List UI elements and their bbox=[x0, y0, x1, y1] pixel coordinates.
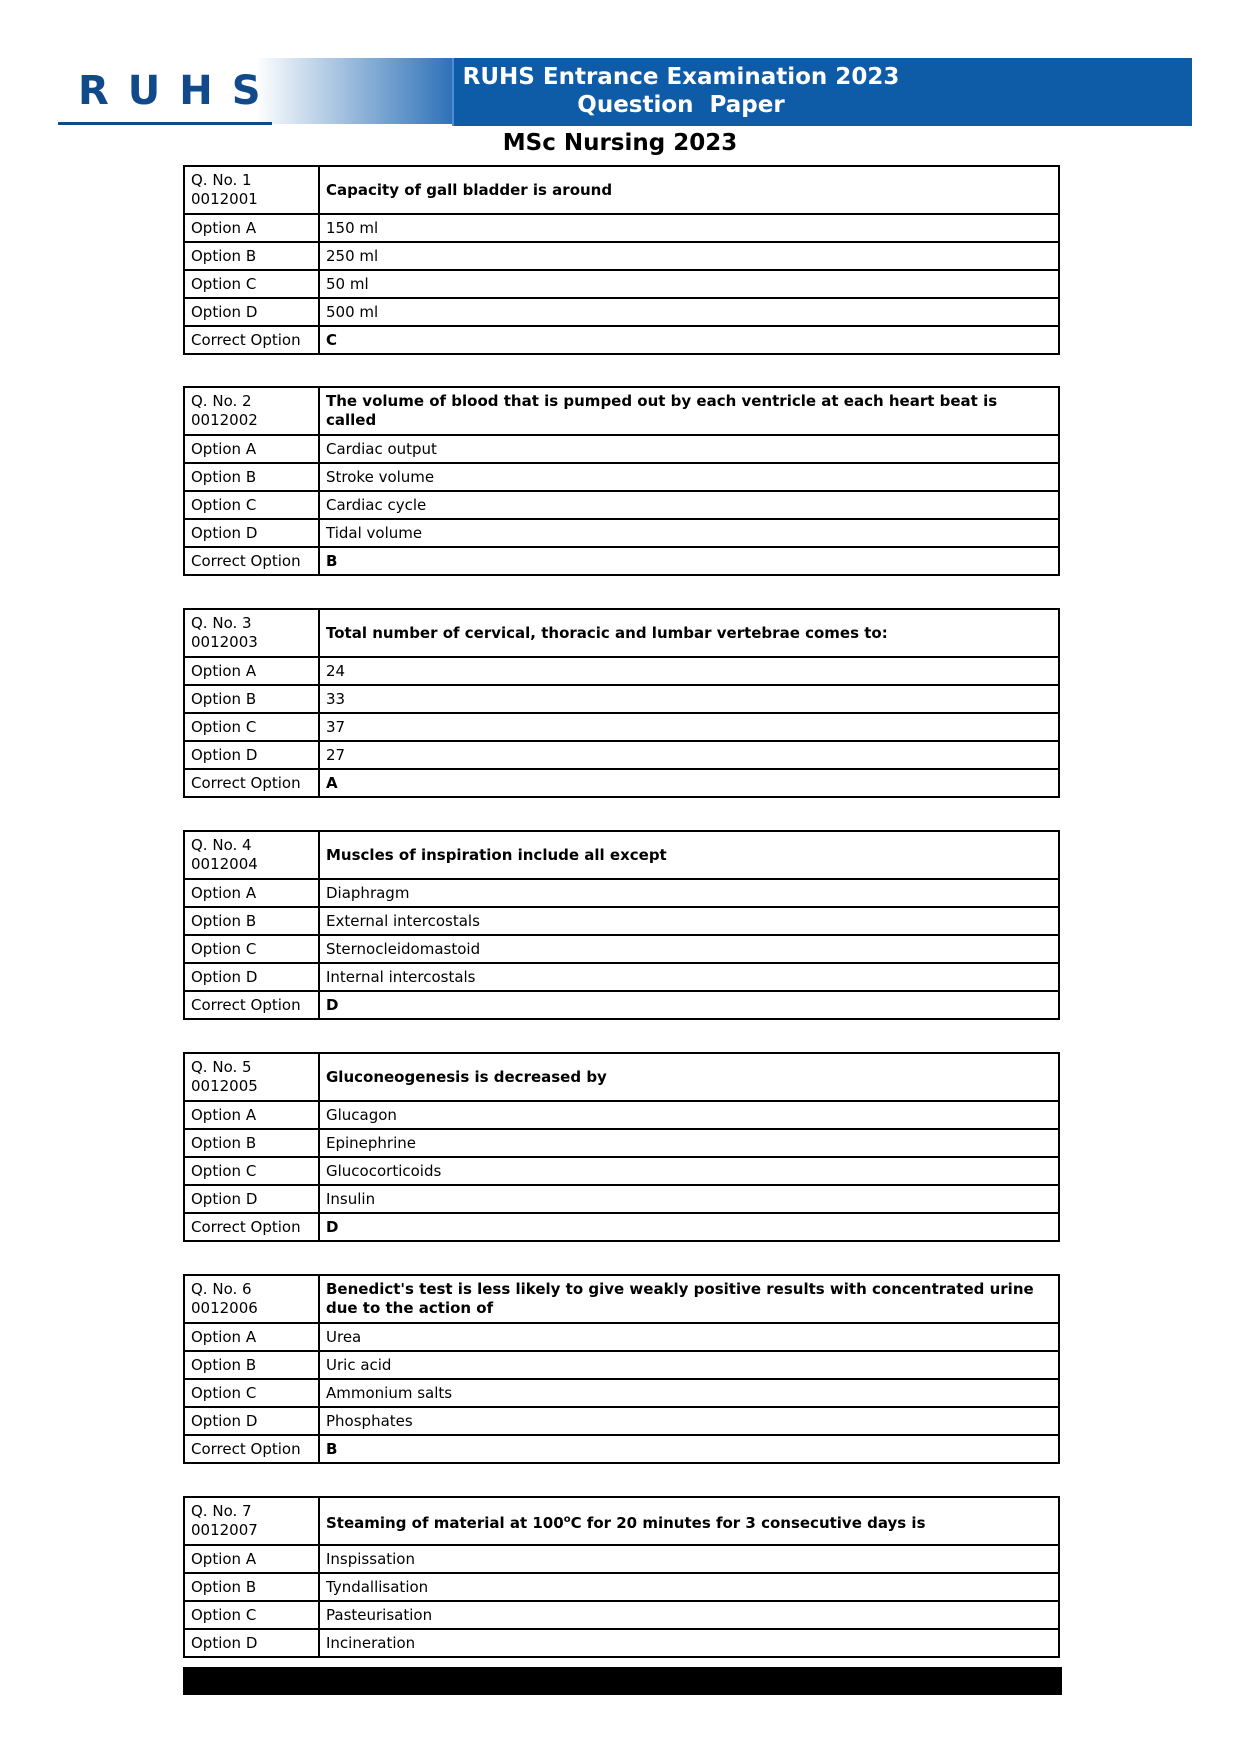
option-d-value: Internal intercostals bbox=[319, 963, 1059, 991]
option-b-value: Stroke volume bbox=[319, 463, 1059, 491]
option-label: Option C bbox=[184, 491, 319, 519]
question-text: Capacity of gall bladder is around bbox=[319, 166, 1059, 214]
ruhs-logo: RUHS bbox=[78, 68, 280, 114]
option-label: Option C bbox=[184, 1379, 319, 1407]
option-c-value: Pasteurisation bbox=[319, 1601, 1059, 1629]
option-c-value: Glucocorticoids bbox=[319, 1157, 1059, 1185]
question-table-1 bbox=[183, 165, 1060, 355]
option-label: Option B bbox=[184, 1129, 319, 1157]
option-label: Option C bbox=[184, 1157, 319, 1185]
option-label: Option B bbox=[184, 242, 319, 270]
option-d-value: Insulin bbox=[319, 1185, 1059, 1213]
option-a-value: Cardiac output bbox=[319, 435, 1059, 463]
option-label: Option C bbox=[184, 1601, 319, 1629]
question-text: Steaming of material at 100$^o$C for 20 minutes for 3 consecutive days is bbox=[319, 1497, 1059, 1545]
correct-option-value: C bbox=[319, 326, 1059, 354]
question-table-3 bbox=[183, 608, 1060, 798]
option-label: Option C bbox=[184, 935, 319, 963]
question-table-2 bbox=[183, 386, 1060, 576]
page-header bbox=[58, 58, 1192, 126]
option-label: Option D bbox=[184, 963, 319, 991]
option-b-value: External intercostals bbox=[319, 907, 1059, 935]
correct-option-label: Correct Option bbox=[184, 1435, 319, 1463]
correct-option-label: Correct Option bbox=[184, 1213, 319, 1241]
option-label: Option A bbox=[184, 1101, 319, 1129]
question-text: Muscles of inspiration include all except bbox=[319, 831, 1059, 879]
question-text: Total number of cervical, thoracic and lumbar vertebrae comes to: bbox=[319, 609, 1059, 657]
option-label: Option D bbox=[184, 519, 319, 547]
question-table-5 bbox=[183, 1052, 1060, 1242]
question-number: Q. No. 6 0012006 bbox=[184, 1275, 319, 1323]
option-a-value: Inspissation bbox=[319, 1545, 1059, 1573]
correct-option-label: Correct Option bbox=[184, 326, 319, 354]
option-a-value: Glucagon bbox=[319, 1101, 1059, 1129]
option-label: Option A bbox=[184, 214, 319, 242]
option-label: Option B bbox=[184, 463, 319, 491]
option-c-value: Sternocleidomastoid bbox=[319, 935, 1059, 963]
option-label: Option C bbox=[184, 270, 319, 298]
option-label: Option A bbox=[184, 879, 319, 907]
option-label: Option D bbox=[184, 1185, 319, 1213]
option-label: Option D bbox=[184, 298, 319, 326]
option-c-value: Cardiac cycle bbox=[319, 491, 1059, 519]
option-label: Option B bbox=[184, 1573, 319, 1601]
option-b-value: Epinephrine bbox=[319, 1129, 1059, 1157]
redaction-bar bbox=[183, 1667, 1062, 1695]
question-number: Q. No. 1 0012001 bbox=[184, 166, 319, 214]
option-a-value: 150 ml bbox=[319, 214, 1059, 242]
option-label: Option A bbox=[184, 1323, 319, 1351]
header-title-line2: Question Paper bbox=[577, 92, 785, 118]
option-a-value: 24 bbox=[319, 657, 1059, 685]
document-title: MSc Nursing 2023 bbox=[502, 130, 738, 156]
option-d-value: 500 ml bbox=[319, 298, 1059, 326]
correct-option-value: B bbox=[319, 1435, 1059, 1463]
option-label: Option A bbox=[184, 1545, 319, 1573]
correct-option-label: Correct Option bbox=[184, 547, 319, 575]
logo-underline bbox=[58, 122, 272, 125]
header-title-line1: RUHS Entrance Examination 2023 bbox=[462, 64, 900, 90]
option-label: Option B bbox=[184, 1351, 319, 1379]
correct-option-label: Correct Option bbox=[184, 769, 319, 797]
question-table-4 bbox=[183, 830, 1060, 1020]
option-b-value: Tyndallisation bbox=[319, 1573, 1059, 1601]
question-text: Gluconeogenesis is decreased by bbox=[319, 1053, 1059, 1101]
option-label: Option B bbox=[184, 685, 319, 713]
option-label: Option D bbox=[184, 741, 319, 769]
correct-option-label: Correct Option bbox=[184, 991, 319, 1019]
option-c-value: 37 bbox=[319, 713, 1059, 741]
correct-option-value: D bbox=[319, 1213, 1059, 1241]
option-d-value: Phosphates bbox=[319, 1407, 1059, 1435]
option-label: Option A bbox=[184, 435, 319, 463]
option-c-value: Ammonium salts bbox=[319, 1379, 1059, 1407]
option-b-value: 250 ml bbox=[319, 242, 1059, 270]
correct-option-value: D bbox=[319, 991, 1059, 1019]
logo-panel bbox=[58, 58, 452, 124]
option-d-value: Incineration bbox=[319, 1629, 1059, 1657]
question-number: Q. No. 5 0012005 bbox=[184, 1053, 319, 1101]
option-b-value: Uric acid bbox=[319, 1351, 1059, 1379]
correct-option-value: B bbox=[319, 547, 1059, 575]
option-label: Option C bbox=[184, 713, 319, 741]
question-text: The volume of blood that is pumped out by each ventricle at each heart beat is called bbox=[319, 387, 1059, 435]
option-b-value: 33 bbox=[319, 685, 1059, 713]
question-text: Benedict's test is less likely to give weakly positive results with concentrated urine due to the action of bbox=[319, 1275, 1059, 1323]
option-d-value: 27 bbox=[319, 741, 1059, 769]
option-label: Option D bbox=[184, 1407, 319, 1435]
question-number: Q. No. 3 0012003 bbox=[184, 609, 319, 657]
option-d-value: Tidal volume bbox=[319, 519, 1059, 547]
option-label: Option D bbox=[184, 1629, 319, 1657]
option-label: Option B bbox=[184, 907, 319, 935]
question-number: Q. No. 7 0012007 bbox=[184, 1497, 319, 1545]
option-a-value: Diaphragm bbox=[319, 879, 1059, 907]
question-number: Q. No. 2 0012002 bbox=[184, 387, 319, 435]
question-table-6 bbox=[183, 1274, 1060, 1464]
option-a-value: Urea bbox=[319, 1323, 1059, 1351]
correct-option-value: A bbox=[319, 769, 1059, 797]
option-label: Option A bbox=[184, 657, 319, 685]
header-title bbox=[454, 63, 908, 119]
header-banner bbox=[452, 58, 1192, 126]
question-table-7 bbox=[183, 1496, 1060, 1658]
question-number: Q. No. 4 0012004 bbox=[184, 831, 319, 879]
option-c-value: 50 ml bbox=[319, 270, 1059, 298]
